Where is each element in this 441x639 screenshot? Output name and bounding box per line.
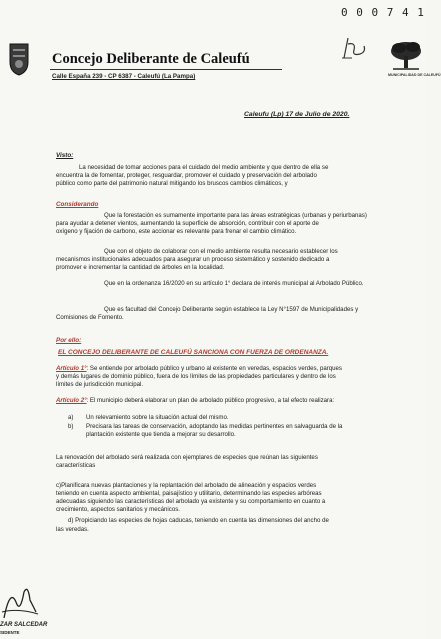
article-1-label: Artículo 1° bbox=[56, 365, 87, 372]
considerando-line: promover e incrementar la cantidad de árboles en la localidad. bbox=[56, 264, 225, 271]
item-c-line: crecimiento, aspectos sanitarios y mecánicos. bbox=[56, 506, 180, 513]
visto-line: público como parte del patrimonio natural mitigando los bruscos cambios climáticos, y bbox=[56, 180, 288, 187]
item-b-marker: b) bbox=[68, 423, 74, 430]
considerando-line: Que con el objeto de colaborar con el medio ambiente resulta necesario establecer los bbox=[104, 248, 338, 255]
item-a-marker: a) bbox=[68, 414, 74, 421]
signature-scrawl bbox=[0, 582, 40, 622]
considerando-line: Que en la ordenanza 16/2020 en su artículo 1° declara de interés municipal al Arbolado Público. bbox=[104, 280, 364, 287]
visto-line: encuentra la de fomentar, proteger, resguardar, promover el cuidado y preservación del arbolado bbox=[56, 172, 317, 179]
considerando-line: Comisiones de Fomento. bbox=[56, 314, 124, 321]
document-number: 0 0 0 7 4 1 bbox=[341, 6, 425, 19]
renovacion-line: características bbox=[56, 462, 96, 469]
visto-heading: Visto: bbox=[56, 152, 74, 159]
considerando-heading: Considerando bbox=[56, 201, 99, 208]
item-d-line: d) Propiciando las especies de hojas caducas, teniendo en cuenta las dimensiones del ancho de bbox=[68, 517, 329, 524]
org-name: Concejo Deliberante de Caleufú bbox=[52, 51, 250, 67]
item-d-line: las veredas. bbox=[56, 526, 89, 533]
signatory-name: ZAR SALCEDAR bbox=[0, 622, 48, 628]
considerando-line: Que es facultad del Concejo Deliberante según establece la Ley N°1597 de Municipalidades y bbox=[104, 306, 359, 313]
item-c-line: c)Planificara nuevas plantaciones y la replantación del arbolado de alineación y espacios verdes bbox=[56, 482, 317, 489]
renovacion-line: La renovación del arbolado será realizada con ejemplares de especies que reúnan las siguientes bbox=[56, 454, 318, 461]
article-2-label: Artículo 2° bbox=[56, 397, 87, 404]
org-address: Calle España 239 - CP 6387 - Caleufú (La Pampa) bbox=[52, 73, 196, 80]
article-1-line: límites de jurisdicción municipal. bbox=[56, 381, 144, 388]
article-1-text: : Se entiende por arbolado público y urbano al existente en veredas, espacios verdes, parques bbox=[86, 365, 342, 372]
item-a-text: Un relevamiento sobre la situación actual del mismo. bbox=[86, 414, 229, 421]
tree-logo-icon bbox=[389, 38, 423, 72]
signatory-role: SIDENTE bbox=[0, 630, 20, 635]
item-c-line: adecuadas siguiendo las características del arbolado ya existente y su comportamiento en cuanto a bbox=[56, 498, 326, 505]
handwritten-mark bbox=[340, 34, 370, 62]
considerando-line: mecanismos institucionales adecuados para asegurar un proceso sistemático y sostenido dedicado a bbox=[56, 256, 330, 263]
title-divider bbox=[50, 69, 282, 70]
visto-line: La necesidad de tomar acciones para el cuidado del medio ambiente y que dentro de ella se bbox=[79, 164, 329, 171]
article-1-line: y demás lugares de dominio público, fuera de los límites de las propiedades particulares y dentro de los bbox=[56, 373, 336, 380]
item-c-line: teniendo en cuenta aspecto ambiental, paisajístico y utilitario, determinando las especies arbóreas bbox=[56, 490, 322, 497]
sanciona-heading: EL CONCEJO DELIBERANTE DE CALEUFÚ SANCIONA CON FUERZA DE ORDENANZA. bbox=[58, 349, 329, 356]
item-b-text: Precisara las tareas de conservación, adoptando las medidas pertinentes en salvaguarda de la bbox=[86, 423, 343, 430]
considerando-line: oxígeno y fijación de carbono, este accionar es relevante para frenar el cambio climático. bbox=[56, 228, 297, 235]
article-2-text: : El municipio deberá elaborar un plan de arbolado público progresivo, a tal efecto realizara: bbox=[86, 397, 335, 404]
tree-logo-caption: MUNICIPALIDAD DE CALEUFÚ bbox=[388, 73, 441, 77]
document-date: Caleufu (Lp) 17 de Julio de 2020. bbox=[244, 111, 350, 118]
coat-of-arms-icon bbox=[8, 42, 30, 76]
considerando-line: Que la forestación es sumamente importante para las áreas estratégicas (urbanas y periurbanas) bbox=[104, 212, 367, 219]
considerando-line: para ayudar a detener vientos, aumentando la superficie de absorción, contribuir con el aporte de bbox=[56, 220, 319, 227]
item-b-text: plantación existente que tienda a mejorar su desarrollo. bbox=[86, 431, 236, 438]
article-2-first-line bbox=[56, 397, 334, 405]
por-ello-heading: Por ello: bbox=[56, 337, 82, 344]
